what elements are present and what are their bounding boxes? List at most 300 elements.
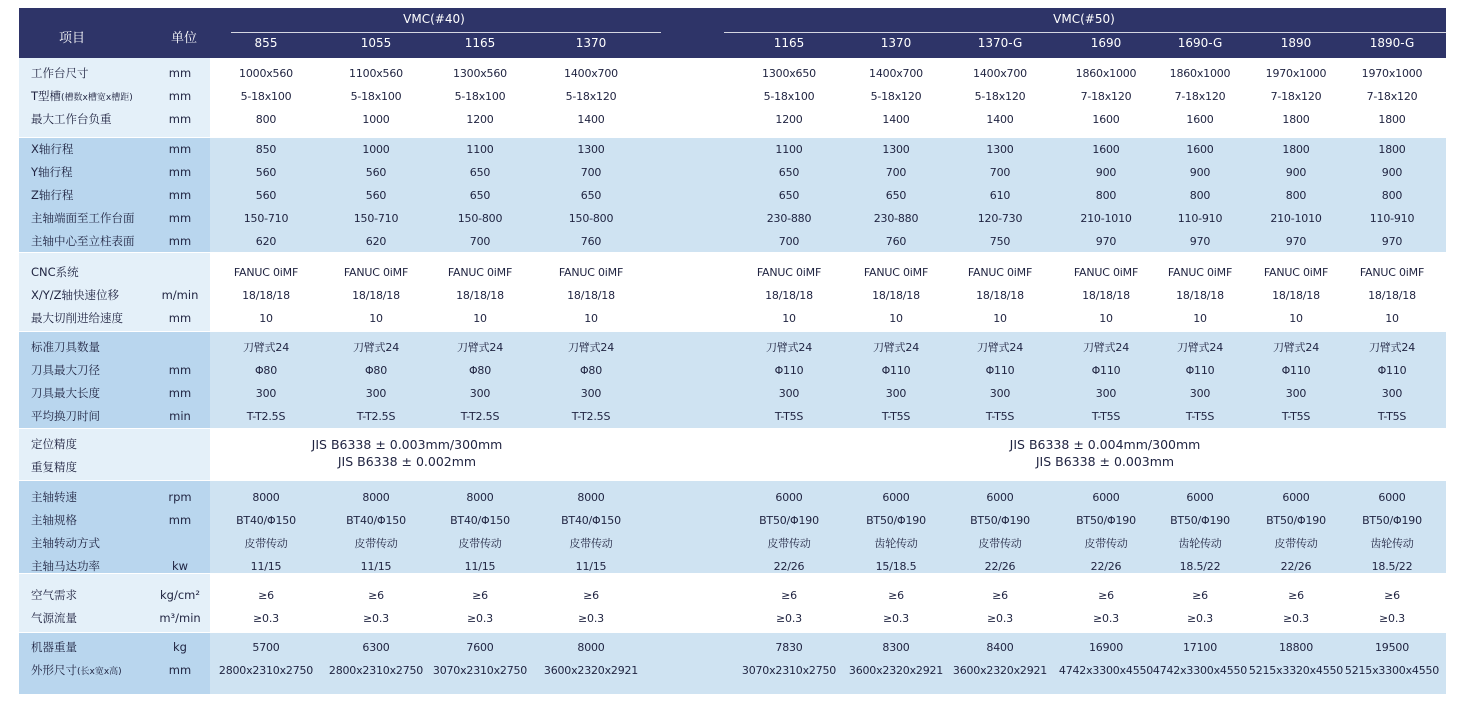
table-cell: 300 [989, 387, 1011, 400]
row-unit: mm [168, 89, 192, 103]
table-cell: 210-1010 [1080, 212, 1132, 225]
row-label [31, 486, 77, 509]
table-cell: FANUC 0iMF [1073, 266, 1139, 279]
table-cell: FANUC 0iMF [863, 266, 929, 279]
table-cell: 11/15 [250, 560, 282, 573]
table-cell: 750 [989, 235, 1011, 248]
table-cell: ≥6 [888, 589, 904, 602]
table-cell: 刀臂式24 [457, 341, 503, 354]
table-cell: 18800 [1279, 641, 1313, 654]
table-cell: BT50/Φ190 [1362, 514, 1422, 527]
table-cell: 7830 [775, 641, 803, 654]
row-label [31, 85, 133, 108]
table-cell: 560 [365, 189, 387, 202]
table-cell: Φ80 [468, 364, 492, 377]
row-label-text: CNC系统 [31, 265, 79, 279]
table-cell: 10 [473, 312, 487, 325]
table-cell: 300 [885, 387, 907, 400]
row-unit: mm [168, 165, 192, 179]
table-cell: 1000x560 [239, 67, 293, 80]
table-row [19, 85, 1446, 108]
repeat-accuracy-value: JIS B6338 ± 0.002mm [337, 454, 477, 469]
row-label-text: Z轴行程 [31, 188, 74, 202]
table-cell: Φ110 [1377, 364, 1407, 377]
table-cell: 5-18x100 [240, 90, 292, 103]
row-unit: mm [168, 513, 192, 527]
row-unit: mm [168, 311, 192, 325]
table-row [19, 62, 1446, 85]
table-cell: 150-800 [568, 212, 614, 225]
table-cell: 1800 [1282, 143, 1310, 156]
table-cell: 300 [1095, 387, 1117, 400]
table-cell: 18/18/18 [567, 289, 615, 302]
table-cell: 17100 [1183, 641, 1217, 654]
table-cell: 120-730 [977, 212, 1023, 225]
table-cell: ≥6 [1192, 589, 1208, 602]
row-unit: m/min [161, 288, 199, 302]
table-cell: T-T5S [1281, 410, 1311, 423]
table-row [19, 486, 1446, 509]
table-cell: Φ80 [579, 364, 603, 377]
table-cell: 4742x3300x4550 [1058, 664, 1154, 677]
table-cell: 300 [1189, 387, 1211, 400]
table-cell: Φ110 [774, 364, 804, 377]
table-cell: 7600 [466, 641, 494, 654]
table-row [19, 230, 1446, 253]
table-cell: 1400x700 [869, 67, 923, 80]
table-cell: 1100 [466, 143, 494, 156]
row-label-text: X轴行程 [31, 142, 74, 156]
table-cell: T-T5S [1185, 410, 1215, 423]
repeat-accuracy-value: JIS B6338 ± 0.003mm [1035, 454, 1175, 469]
row-label [31, 584, 77, 607]
accuracy-vmc40 [247, 436, 567, 470]
table-cell: 1800 [1282, 113, 1310, 126]
table-cell: 560 [365, 166, 387, 179]
row-label [31, 184, 73, 207]
band-separator [19, 694, 1446, 695]
table-cell: 刀臂式24 [766, 341, 812, 354]
table-cell: 900 [1285, 166, 1307, 179]
table-cell: 1600 [1092, 143, 1120, 156]
row-unit [150, 336, 210, 359]
row-unit: mm [168, 112, 192, 126]
table-cell: 760 [885, 235, 907, 248]
row-unit: m³/min [159, 611, 201, 625]
table-cell: 18/18/18 [242, 289, 290, 302]
table-row [19, 161, 1446, 184]
table-cell: BT50/Φ190 [1170, 514, 1230, 527]
table-cell: 齿轮传动 [1178, 537, 1222, 550]
table-cell: 18.5/22 [1179, 560, 1221, 573]
table-row [19, 184, 1446, 207]
header-model-3: 1370 [575, 36, 607, 50]
header-group-vmc50: VMC(#50) [1053, 12, 1115, 26]
table-cell: 皮带传动 [767, 537, 811, 550]
table-cell: 10 [1099, 312, 1113, 325]
table-cell: FANUC 0iMF [1359, 266, 1425, 279]
table-cell: 10 [369, 312, 383, 325]
table-cell: 5-18x120 [870, 90, 922, 103]
header-model-7: 1690 [1090, 36, 1122, 50]
table-cell: Φ80 [254, 364, 278, 377]
row-label-text: 主轴转动方式 [31, 536, 100, 550]
table-cell: FANUC 0iMF [756, 266, 822, 279]
table-cell: 6000 [1378, 491, 1406, 504]
row-unit [150, 456, 210, 479]
table-header [19, 8, 1446, 58]
row-unit: mm [168, 66, 192, 80]
header-model-10: 1890-G [1369, 36, 1415, 50]
table-cell: 6000 [775, 491, 803, 504]
table-cell: 650 [778, 166, 800, 179]
table-cell: 齿轮传动 [874, 537, 918, 550]
row-label-text: T型槽 [31, 89, 62, 103]
header-model-4: 1165 [773, 36, 805, 50]
row-label [31, 555, 100, 578]
table-cell: 700 [469, 235, 491, 248]
table-cell: 刀臂式24 [353, 341, 399, 354]
table-cell: 15/18.5 [875, 560, 917, 573]
table-cell: 1800 [1378, 113, 1406, 126]
table-cell: 10 [889, 312, 903, 325]
table-cell: Φ110 [881, 364, 911, 377]
header-unit-label: 单位 [171, 31, 198, 46]
table-cell: 1400 [986, 113, 1014, 126]
table-row [19, 138, 1446, 161]
table-cell: FANUC 0iMF [447, 266, 513, 279]
table-cell: 620 [255, 235, 277, 248]
table-cell: 1860x1000 [1169, 67, 1231, 80]
table-cell: 8000 [466, 491, 494, 504]
table-cell: 970 [1189, 235, 1211, 248]
table-cell: 18/18/18 [872, 289, 920, 302]
row-label [31, 307, 123, 330]
table-cell: 1300x560 [453, 67, 507, 80]
table-cell: 5215x3320x4550 [1248, 664, 1344, 677]
table-row [19, 532, 1446, 555]
table-cell: BT40/Φ150 [236, 514, 296, 527]
table-row [19, 108, 1446, 131]
row-label-text: 主轴马达功率 [31, 559, 100, 573]
table-cell: 3600x2320x2921 [848, 664, 944, 677]
row-label-text: 最大工作台负重 [31, 112, 112, 126]
table-cell: ≥6 [583, 589, 599, 602]
table-cell: 6000 [882, 491, 910, 504]
row-label [31, 359, 100, 382]
table-cell: 7-18x120 [1174, 90, 1226, 103]
table-cell: ≥6 [992, 589, 1008, 602]
table-cell: 刀臂式24 [1083, 341, 1129, 354]
table-cell: BT50/Φ190 [759, 514, 819, 527]
table-cell: ≥0.3 [1283, 612, 1309, 625]
table-cell: 10 [1193, 312, 1207, 325]
row-unit: kw [171, 559, 189, 573]
row-label-text: 气源流量 [31, 611, 77, 625]
table-cell: 18/18/18 [1082, 289, 1130, 302]
table-cell: 1300x650 [762, 67, 816, 80]
row-unit: kg [173, 640, 187, 654]
table-cell: 8000 [252, 491, 280, 504]
table-cell: BT50/Φ190 [1076, 514, 1136, 527]
table-cell: 6000 [1282, 491, 1310, 504]
row-label [31, 161, 73, 184]
row-unit [150, 261, 210, 284]
row-label [31, 636, 77, 659]
table-cell: 7-18x120 [1270, 90, 1322, 103]
table-cell: 110-910 [1369, 212, 1415, 225]
row-unit: mm [168, 188, 192, 202]
table-cell: 900 [1189, 166, 1211, 179]
table-cell: ≥0.3 [578, 612, 604, 625]
table-cell: 1400x700 [564, 67, 618, 80]
row-label [31, 532, 100, 555]
table-cell: 3600x2320x2921 [543, 664, 639, 677]
table-cell: ≥6 [258, 589, 274, 602]
table-cell: 1600 [1186, 113, 1214, 126]
table-cell: 1400 [577, 113, 605, 126]
table-cell: Φ80 [364, 364, 388, 377]
table-cell: ≥0.3 [253, 612, 279, 625]
table-cell: ≥0.3 [1093, 612, 1119, 625]
table-cell: T-T2.5S [356, 410, 396, 423]
table-cell: ≥0.3 [776, 612, 802, 625]
table-cell: 皮带传动 [1084, 537, 1128, 550]
positioning-accuracy-value: JIS B6338 ± 0.003mm/300mm [311, 437, 503, 452]
table-cell: 1400x700 [973, 67, 1027, 80]
table-cell: 16900 [1089, 641, 1123, 654]
table-cell: 刀臂式24 [1369, 341, 1415, 354]
table-cell: 10 [1289, 312, 1303, 325]
table-cell: BT40/Φ150 [450, 514, 510, 527]
header-model-9: 1890 [1280, 36, 1312, 50]
table-cell: 5-18x120 [974, 90, 1026, 103]
header-divider-vmc40 [231, 32, 661, 33]
table-cell: 300 [1381, 387, 1403, 400]
table-cell: 2800x2310x2750 [328, 664, 424, 677]
table-cell: T-T2.5S [460, 410, 500, 423]
table-cell: 800 [255, 113, 277, 126]
table-cell: 18/18/18 [1368, 289, 1416, 302]
header-model-5: 1370 [880, 36, 912, 50]
row-unit: min [169, 409, 191, 423]
row-label-text: 重复精度 [31, 460, 77, 474]
row-label-text: 主轴端面至工作台面 [31, 211, 135, 225]
table-cell: 650 [469, 166, 491, 179]
table-cell: ≥6 [1288, 589, 1304, 602]
row-label-text: 外形尺寸 [31, 663, 77, 677]
table-cell: 210-1010 [1270, 212, 1322, 225]
row-label-text: 机器重量 [31, 640, 77, 654]
row-label-text: 定位精度 [31, 437, 77, 451]
row-label-text: 标准刀具数量 [31, 340, 100, 354]
table-cell: ≥6 [1384, 589, 1400, 602]
row-unit: mm [168, 142, 192, 156]
table-cell: T-T5S [1091, 410, 1121, 423]
table-cell: 560 [255, 189, 277, 202]
row-label-text: Y轴行程 [31, 165, 73, 179]
table-cell: 刀臂式24 [873, 341, 919, 354]
table-cell: 1300 [882, 143, 910, 156]
table-cell: FANUC 0iMF [558, 266, 624, 279]
table-cell: BT50/Φ190 [866, 514, 926, 527]
table-cell: 1100 [775, 143, 803, 156]
row-unit [150, 433, 210, 456]
table-cell: 刀臂式24 [1273, 341, 1319, 354]
table-cell: 900 [1381, 166, 1403, 179]
row-label-text: 主轴规格 [31, 513, 77, 527]
table-cell: 22/26 [1280, 560, 1312, 573]
table-cell: 22/26 [773, 560, 805, 573]
table-cell: 7-18x120 [1366, 90, 1418, 103]
table-cell: FANUC 0iMF [233, 266, 299, 279]
table-cell: ≥0.3 [1379, 612, 1405, 625]
table-cell: 1970x1000 [1265, 67, 1327, 80]
table-cell: 19500 [1375, 641, 1409, 654]
table-cell: FANUC 0iMF [967, 266, 1033, 279]
row-label [31, 509, 77, 532]
table-cell: 800 [1095, 189, 1117, 202]
table-cell: ≥6 [368, 589, 384, 602]
table-cell: 1300 [986, 143, 1014, 156]
table-cell: 300 [580, 387, 602, 400]
row-label [31, 336, 100, 359]
table-cell: 1600 [1092, 113, 1120, 126]
row-label-text: 空气需求 [31, 588, 77, 602]
accuracy-vmc50 [945, 436, 1265, 470]
row-label-text: 刀具最大长度 [31, 386, 100, 400]
table-cell: BT50/Φ190 [970, 514, 1030, 527]
table-cell: 5700 [252, 641, 280, 654]
table-row [19, 636, 1446, 659]
table-cell: 8300 [882, 641, 910, 654]
table-cell: BT40/Φ150 [561, 514, 621, 527]
table-cell: FANUC 0iMF [343, 266, 409, 279]
row-label [31, 405, 100, 428]
row-unit: mm [168, 211, 192, 225]
table-cell: 2800x2310x2750 [218, 664, 314, 677]
table-row [19, 261, 1446, 284]
header-model-8: 1690-G [1177, 36, 1223, 50]
table-cell: 700 [885, 166, 907, 179]
table-cell: 18/18/18 [456, 289, 504, 302]
table-cell: 3600x2320x2921 [952, 664, 1048, 677]
row-label [31, 138, 73, 161]
table-cell: 刀臂式24 [977, 341, 1023, 354]
table-cell: 650 [778, 189, 800, 202]
table-cell: 300 [1285, 387, 1307, 400]
header-divider-vmc50 [724, 32, 1446, 33]
row-unit: mm [168, 234, 192, 248]
table-cell: 300 [255, 387, 277, 400]
header-model-0: 855 [254, 36, 278, 50]
table-cell: 刀臂式24 [1177, 341, 1223, 354]
table-cell: 刀臂式24 [568, 341, 614, 354]
table-cell: ≥0.3 [363, 612, 389, 625]
table-cell: 1100x560 [349, 67, 403, 80]
row-label [31, 382, 100, 405]
table-cell: 5-18x100 [763, 90, 815, 103]
row-label-text: 主轴转速 [31, 490, 77, 504]
row-unit: mm [168, 363, 192, 377]
table-cell: 230-880 [766, 212, 812, 225]
table-cell: 皮带传动 [978, 537, 1022, 550]
row-label [31, 261, 79, 284]
table-cell: 900 [1095, 166, 1117, 179]
table-row [19, 307, 1446, 330]
table-cell: BT50/Φ190 [1266, 514, 1326, 527]
row-unit [150, 532, 210, 555]
table-cell: 10 [782, 312, 796, 325]
table-cell: 650 [885, 189, 907, 202]
row-unit: mm [168, 386, 192, 400]
table-cell: ≥6 [472, 589, 488, 602]
table-cell: 650 [580, 189, 602, 202]
table-cell: 1200 [775, 113, 803, 126]
table-cell: 10 [259, 312, 273, 325]
row-label-note: (长x宽x高) [77, 667, 122, 677]
table-cell: Φ110 [1091, 364, 1121, 377]
table-cell: ≥0.3 [883, 612, 909, 625]
row-label [31, 659, 122, 682]
table-row [19, 336, 1446, 359]
table-cell: 11/15 [575, 560, 607, 573]
table-cell: 620 [365, 235, 387, 248]
table-cell: 皮带传动 [354, 537, 398, 550]
row-label [31, 62, 89, 85]
table-cell: 10 [584, 312, 598, 325]
table-row [19, 509, 1446, 532]
table-cell: 560 [255, 166, 277, 179]
table-cell: 3070x2310x2750 [741, 664, 837, 677]
table-cell: T-T5S [985, 410, 1015, 423]
table-cell: 230-880 [873, 212, 919, 225]
table-cell: 110-910 [1177, 212, 1223, 225]
table-cell: FANUC 0iMF [1167, 266, 1233, 279]
table-cell: 5-18x100 [454, 90, 506, 103]
table-cell: 5-18x100 [350, 90, 402, 103]
table-cell: 8000 [577, 491, 605, 504]
header-model-2: 1165 [464, 36, 496, 50]
header-item-label: 项目 [59, 31, 86, 46]
table-cell: 18/18/18 [765, 289, 813, 302]
table-cell: 1600 [1186, 143, 1214, 156]
table-cell: 760 [580, 235, 602, 248]
table-cell: 1970x1000 [1361, 67, 1423, 80]
table-row [19, 382, 1446, 405]
table-cell: 8000 [362, 491, 390, 504]
table-cell: 18.5/22 [1371, 560, 1413, 573]
table-cell: 5215x3300x4550 [1344, 664, 1440, 677]
table-cell: 6000 [1092, 491, 1120, 504]
table-cell: 610 [989, 189, 1011, 202]
table-cell: 300 [469, 387, 491, 400]
table-cell: 150-710 [353, 212, 399, 225]
row-label-text: 主轴中心至立柱表面 [31, 234, 135, 248]
table-row [19, 584, 1446, 607]
table-cell: 皮带传动 [1274, 537, 1318, 550]
table-cell: 150-710 [243, 212, 289, 225]
table-cell: 1000 [362, 143, 390, 156]
row-label-text: 工作台尺寸 [31, 66, 89, 80]
table-cell: 皮带传动 [569, 537, 613, 550]
table-cell: 300 [365, 387, 387, 400]
table-cell: T-T5S [881, 410, 911, 423]
table-cell: 300 [778, 387, 800, 400]
row-label-text: 最大切削进给速度 [31, 311, 123, 325]
row-unit: mm [168, 663, 192, 677]
row-label [31, 207, 135, 230]
